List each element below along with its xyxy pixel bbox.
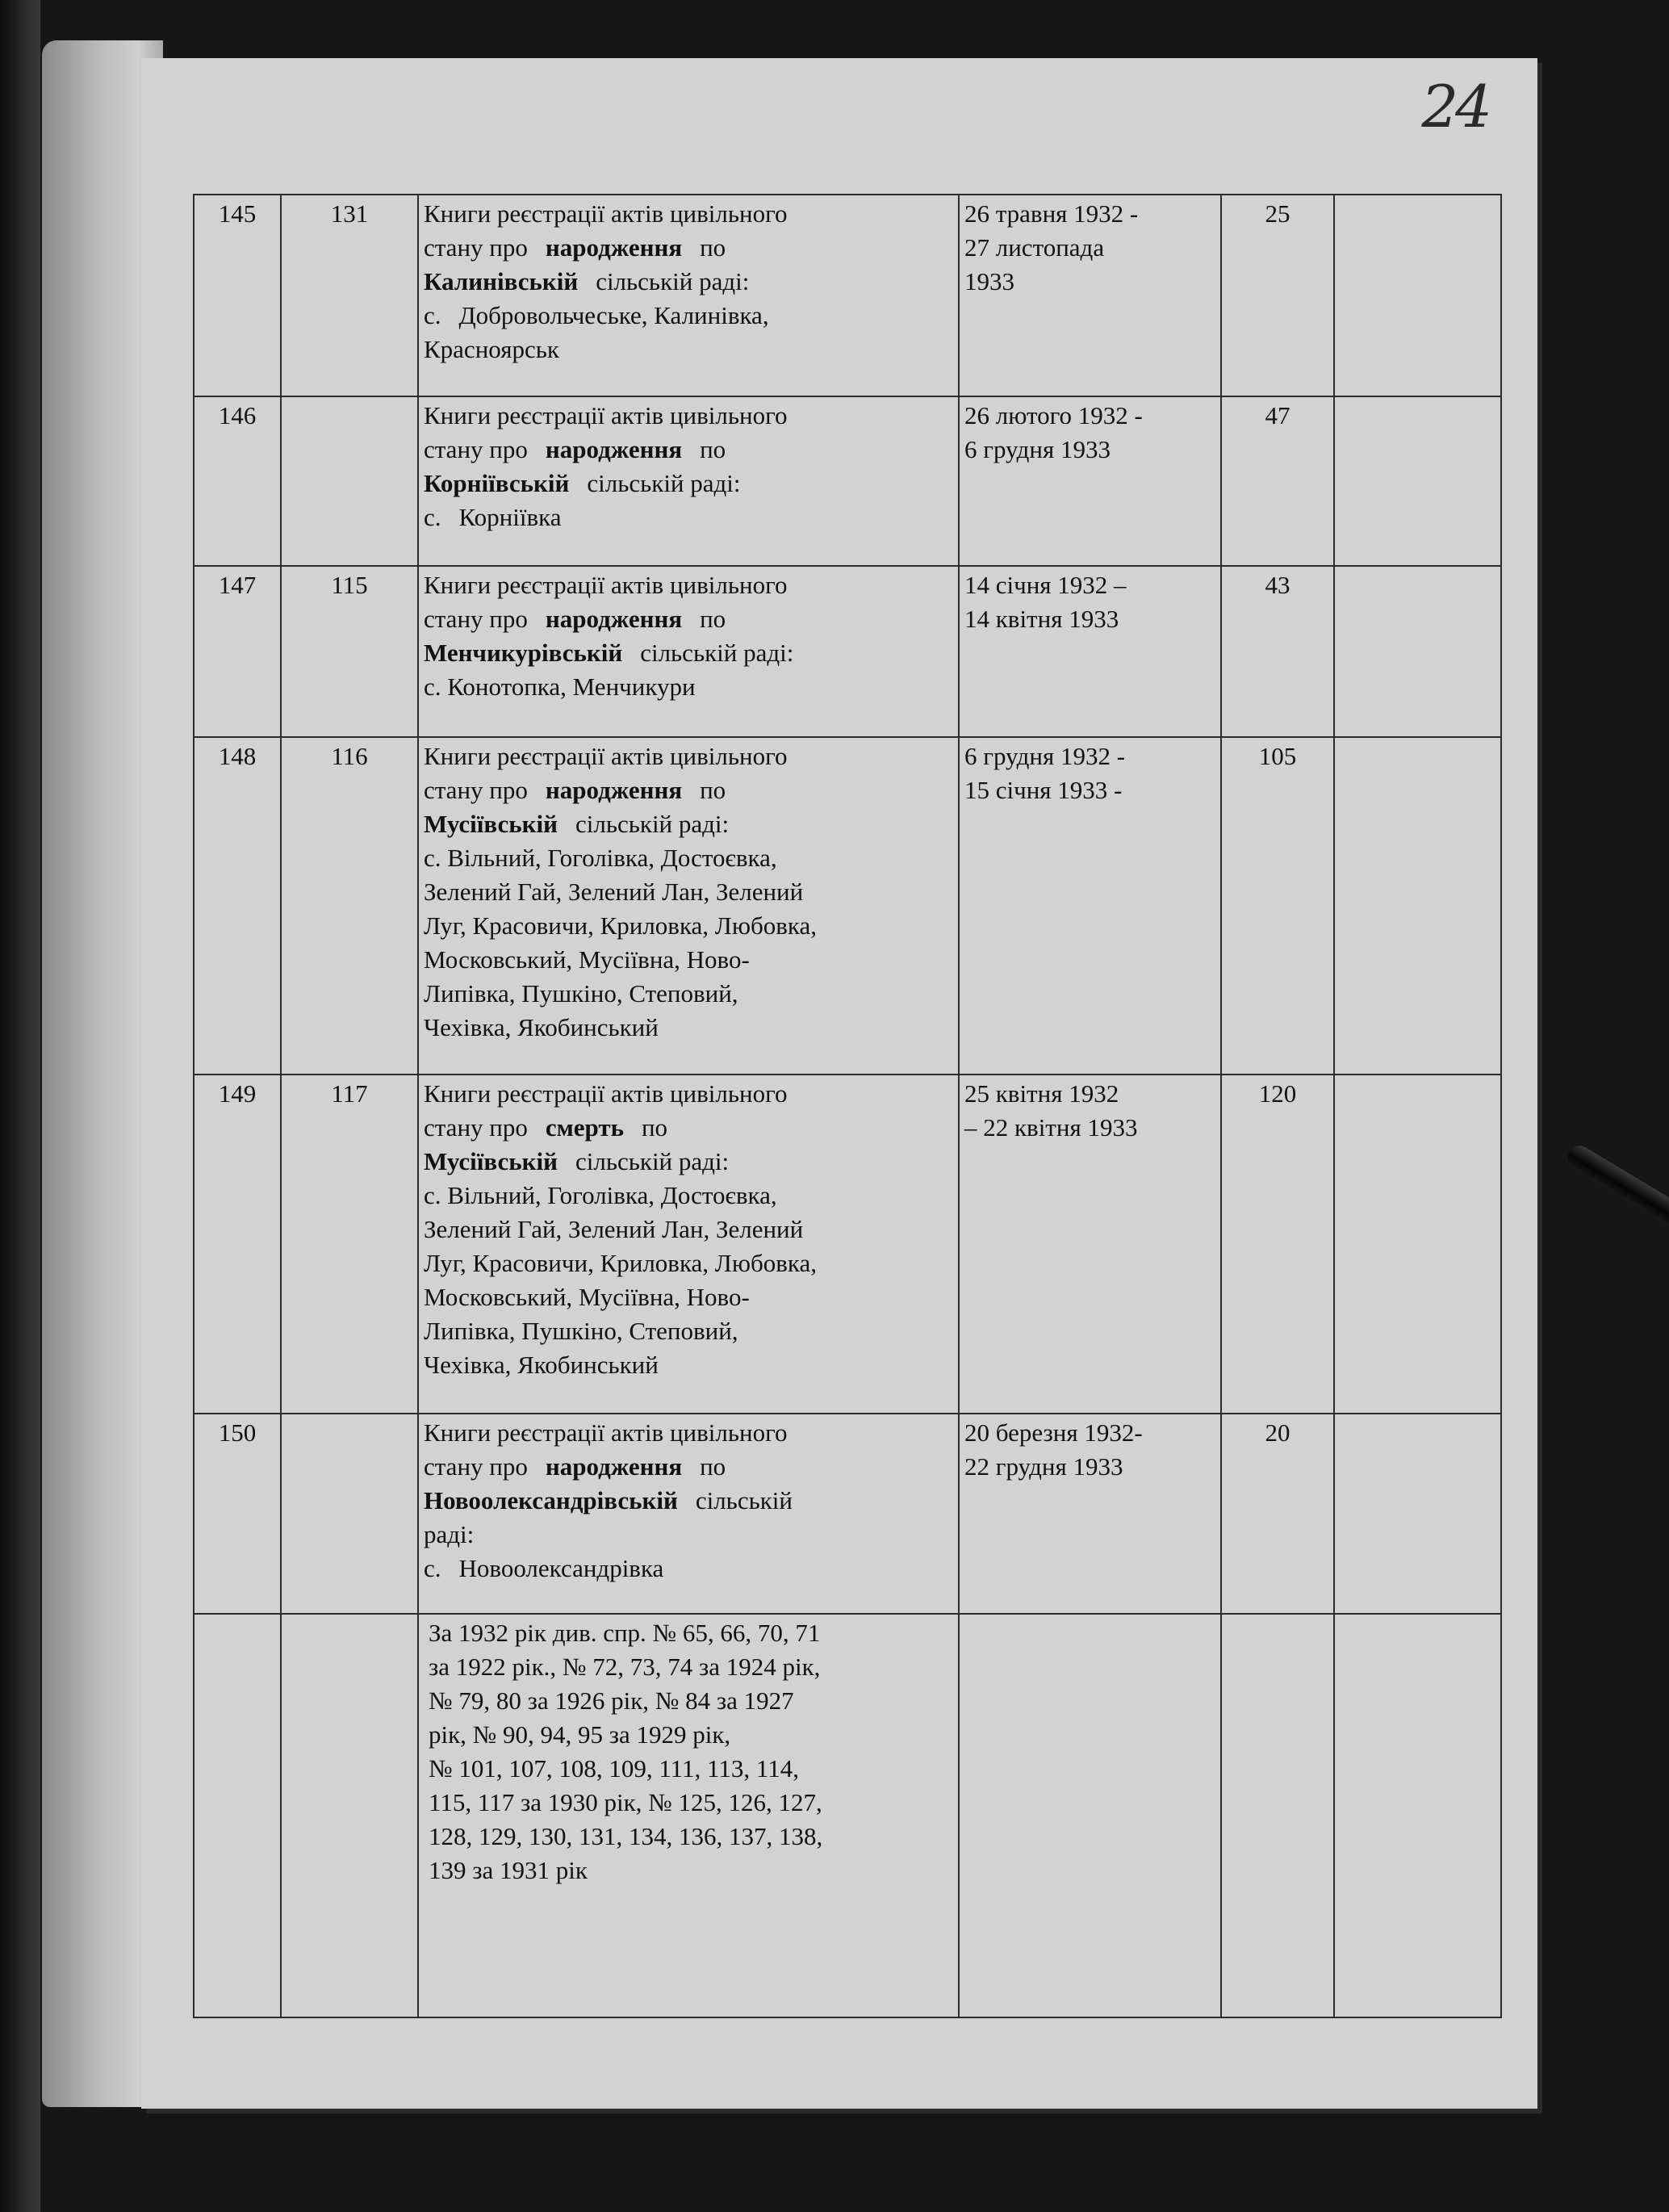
description-line: [424, 909, 953, 943]
description-line: [424, 1518, 953, 1552]
item-number-cell: 146: [194, 396, 281, 566]
description-text: стану про: [424, 435, 528, 463]
description-keyword: Корніївській: [424, 469, 570, 497]
description-cell: [418, 566, 959, 737]
description-line: [424, 333, 953, 367]
description-text: Липівка, Пушкіно, Степовий,: [424, 1317, 738, 1345]
description-text: Луг, Красовичи, Криловка, Любовка,: [424, 911, 817, 940]
description-text: с.: [424, 503, 441, 531]
footnote-line: за 1922 рік., № 72, 73, 74 за 1924 рік,: [429, 1653, 821, 1681]
footnote-row: [194, 1614, 1501, 2017]
empty-cell: [1334, 1614, 1501, 2017]
description-text: сільській раді:: [575, 810, 730, 838]
footnote-line: рік, № 90, 94, 95 за 1929 рік,: [429, 1720, 731, 1749]
description-keyword: смерть: [545, 1113, 624, 1142]
description-line: [424, 773, 953, 807]
description-line: [424, 231, 953, 265]
date-line: 14 січня 1932 –: [964, 571, 1127, 599]
table-row: [194, 566, 1501, 737]
empty-cell: [959, 1614, 1221, 2017]
date-line: 22 грудня 1933: [964, 1452, 1123, 1481]
footnote-line: 139 за 1931 рік: [429, 1856, 588, 1884]
description-text: по: [641, 1113, 668, 1142]
description-text: сільській раді:: [575, 1147, 730, 1175]
description-line: [424, 1145, 953, 1179]
description-line: [424, 602, 953, 636]
description-text: Московський, Мусіївна, Ново-: [424, 1283, 750, 1311]
item-number-cell: 149: [194, 1075, 281, 1414]
footnote-line: 128, 129, 130, 131, 134, 136, 137, 138,: [429, 1822, 823, 1850]
description-line: [424, 670, 953, 704]
description-text: с. Конотопка, Менчикури: [424, 672, 696, 701]
description-keyword: Новоолександрівській: [424, 1486, 678, 1514]
notes-cell: [1334, 195, 1501, 396]
description-line: [424, 299, 953, 333]
date-range-cell: [959, 1075, 1221, 1414]
date-range-cell: [959, 195, 1221, 396]
date-line: – 22 квітня 1933: [964, 1113, 1138, 1142]
description-line: [424, 739, 953, 773]
description-line: [424, 807, 953, 841]
date-range-cell: [959, 737, 1221, 1075]
description-keyword: народження: [545, 233, 683, 262]
table-body: [194, 195, 1501, 2017]
date-range-cell: [959, 1414, 1221, 1614]
description-line: [424, 1416, 953, 1450]
footnote-line: За 1932 рік див. спр. № 65, 66, 70, 71: [429, 1619, 821, 1647]
description-line: [424, 568, 953, 602]
description-line: [424, 1213, 953, 1246]
description-text: Корніївка: [458, 503, 562, 531]
notes-cell: [1334, 737, 1501, 1075]
empty-cell: [1221, 1614, 1334, 2017]
notes-cell: [1334, 1075, 1501, 1414]
description-text: Книги реєстрації актів цивільного: [424, 742, 788, 770]
description-line: [424, 501, 953, 534]
description-line: [424, 977, 953, 1011]
description-text: Московський, Мусіївна, Ново-: [424, 945, 750, 974]
old-number-cell: [281, 1414, 418, 1614]
description-text: стану про: [424, 1452, 528, 1481]
description-text: Липівка, Пушкіно, Степовий,: [424, 979, 738, 1008]
page-count-cell: 43: [1221, 566, 1334, 737]
description-text: Новоолександрівка: [458, 1554, 664, 1582]
description-line: [424, 1077, 953, 1111]
description-keyword: Менчикурівській: [424, 639, 623, 667]
description-text: по: [700, 1452, 726, 1481]
description-line: [424, 943, 953, 977]
date-line: 15 січня 1933 -: [964, 776, 1123, 804]
description-text: Книги реєстрації актів цивільного: [424, 571, 788, 599]
table-row: [194, 1075, 1501, 1414]
description-line: [424, 636, 953, 670]
item-number-cell: 145: [194, 195, 281, 396]
description-keyword: народження: [545, 1452, 683, 1481]
description-line: [424, 1011, 953, 1045]
description-line: [424, 875, 953, 909]
page-count-cell: 25: [1221, 195, 1334, 396]
archive-inventory-table: [193, 194, 1502, 2018]
page-count-cell: 120: [1221, 1075, 1334, 1414]
description-line: [424, 467, 953, 501]
date-line: 1933: [964, 267, 1014, 295]
description-text: Зелений Гай, Зелений Лан, Зелений: [424, 878, 804, 906]
description-text: сільській раді:: [640, 639, 794, 667]
description-line: [424, 265, 953, 299]
description-text: стану про: [424, 776, 528, 804]
book-spine: [0, 0, 40, 2212]
footnote-line: 115, 117 за 1930 рік, № 125, 126, 127,: [429, 1788, 822, 1816]
page-count-cell: 47: [1221, 396, 1334, 566]
date-line: 6 грудня 1933: [964, 435, 1111, 463]
old-number-cell: 117: [281, 1075, 418, 1414]
date-line: 14 квітня 1933: [964, 605, 1119, 633]
description-line: [424, 1179, 953, 1213]
date-line: 27 листопада: [964, 233, 1105, 262]
description-line: [424, 1280, 953, 1314]
description-text: Книги реєстрації актів цивільного: [424, 1079, 788, 1108]
description-line: [424, 1246, 953, 1280]
description-line: [424, 433, 953, 467]
description-line: [424, 1111, 953, 1145]
empty-cell: [194, 1614, 281, 2017]
description-text: Книги реєстрації актів цивільного: [424, 1418, 788, 1447]
item-number-cell: 147: [194, 566, 281, 737]
description-cell: [418, 737, 959, 1075]
description-line: [424, 1484, 953, 1518]
item-number-cell: 150: [194, 1414, 281, 1614]
notes-cell: [1334, 396, 1501, 566]
old-number-cell: 131: [281, 195, 418, 396]
pen-pointer: [1563, 1142, 1669, 1337]
description-text: сільській раді:: [587, 469, 741, 497]
description-text: стану про: [424, 605, 528, 633]
footnote-line: № 101, 107, 108, 109, 111, 113, 114,: [429, 1754, 799, 1783]
description-cell: [418, 1075, 959, 1414]
table-row: [194, 195, 1501, 396]
notes-cell: [1334, 1414, 1501, 1614]
footnote-line: № 79, 80 за 1926 рік, № 84 за 1927: [429, 1686, 794, 1715]
description-text: с. Вільний, Гоголівка, Достоєвка,: [424, 844, 777, 872]
description-text: с.: [424, 1554, 441, 1582]
empty-cell: [281, 1614, 418, 2017]
description-text: по: [700, 605, 726, 633]
description-text: Чехівка, Якобинський: [424, 1351, 659, 1379]
description-cell: [418, 195, 959, 396]
description-line: [424, 399, 953, 433]
description-text: с.: [424, 301, 441, 329]
description-keyword: Мусіївській: [424, 810, 558, 838]
description-text: Луг, Красовичи, Криловка, Любовка,: [424, 1249, 817, 1277]
description-text: с. Вільний, Гоголівка, Достоєвка,: [424, 1181, 777, 1209]
description-text: Добровольчеське, Калинівка,: [458, 301, 769, 329]
description-text: по: [700, 435, 726, 463]
description-line: [424, 1450, 953, 1484]
description-text: сільській раді:: [596, 267, 750, 295]
description-text: по: [700, 776, 726, 804]
date-line: 25 квітня 1932: [964, 1079, 1119, 1108]
description-cell: [418, 396, 959, 566]
date-range-cell: [959, 566, 1221, 737]
description-keyword: народження: [545, 605, 683, 633]
page-count-cell: 105: [1221, 737, 1334, 1075]
document-page: [141, 58, 1537, 2109]
page-count-cell: 20: [1221, 1414, 1334, 1614]
date-range-cell: [959, 396, 1221, 566]
description-line: [424, 841, 953, 875]
description-line: [424, 1552, 953, 1586]
description-keyword: Калинівській: [424, 267, 579, 295]
item-number-cell: 148: [194, 737, 281, 1075]
notes-cell: [1334, 566, 1501, 737]
table-row: [194, 396, 1501, 566]
table-row: [194, 737, 1501, 1075]
description-line: [424, 1314, 953, 1348]
table-row: [194, 1414, 1501, 1614]
description-keyword: народження: [545, 435, 683, 463]
old-number-cell: 115: [281, 566, 418, 737]
date-line: 6 грудня 1932 -: [964, 742, 1126, 770]
old-number-cell: 116: [281, 737, 418, 1075]
footnote-cell: [418, 1614, 959, 2017]
date-line: 26 лютого 1932 -: [964, 401, 1143, 429]
description-line: [424, 1348, 953, 1382]
description-cell: [418, 1414, 959, 1614]
description-text: Зелений Гай, Зелений Лан, Зелений: [424, 1215, 804, 1243]
description-text: Книги реєстрації актів цивільного: [424, 199, 788, 228]
old-number-cell: [281, 396, 418, 566]
description-text: Книги реєстрації актів цивільного: [424, 401, 788, 429]
date-line: 20 березня 1932-: [964, 1418, 1143, 1447]
description-text: сільській: [695, 1486, 793, 1514]
description-line: [424, 197, 953, 231]
description-text: Чехівка, Якобинський: [424, 1013, 659, 1041]
description-keyword: народження: [545, 776, 683, 804]
description-text: стану про: [424, 1113, 528, 1142]
description-text: раді:: [424, 1520, 475, 1548]
description-text: по: [700, 233, 726, 262]
description-text: стану про: [424, 233, 528, 262]
description-text: Красноярськ: [424, 335, 559, 363]
date-line: 26 травня 1932 -: [964, 199, 1139, 228]
folio-number: 24: [1421, 73, 1489, 140]
description-keyword: Мусіївській: [424, 1147, 558, 1175]
